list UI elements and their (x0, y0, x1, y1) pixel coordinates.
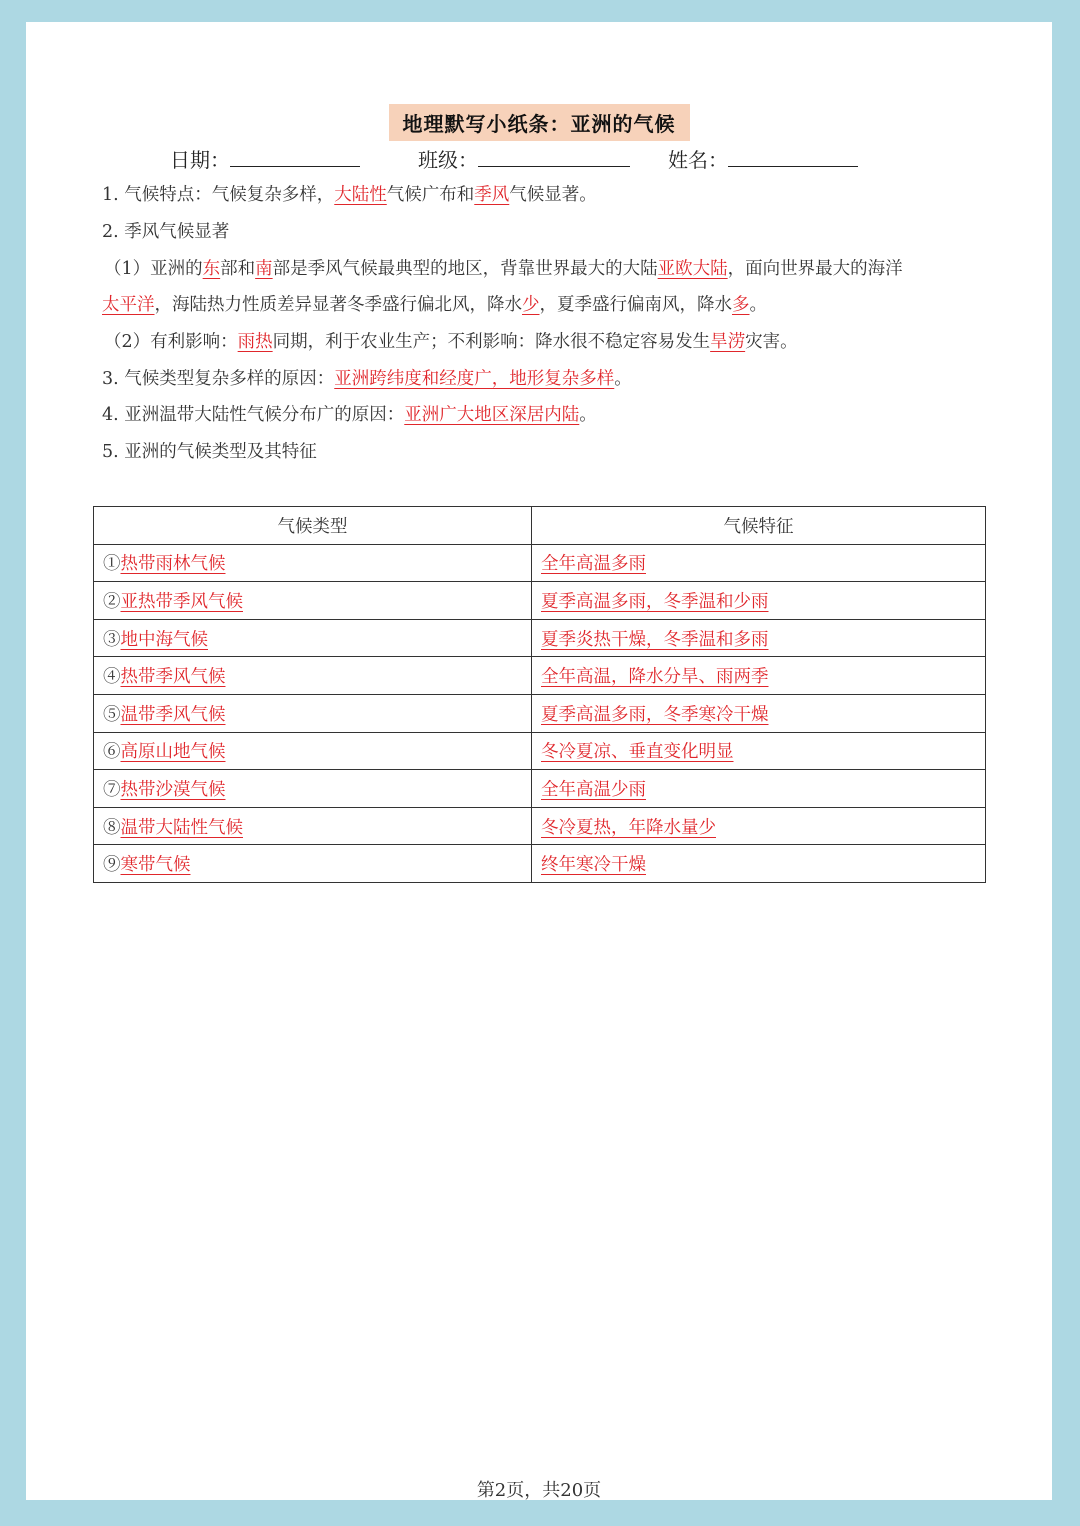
row-number: ⑦ (103, 779, 121, 800)
climate-type-answer: 热带雨林气候 (120, 554, 226, 575)
student-info-row (170, 144, 930, 174)
table-row (94, 544, 986, 582)
item-4-text-end: 。 (579, 405, 597, 425)
page-number: 第2页，共20页 (476, 1480, 602, 1501)
page-title: 地理默写小纸条：亚洲的气候 (389, 104, 690, 141)
date-field[interactable] (170, 144, 360, 173)
table-row (94, 694, 986, 732)
item-1-text: 1. 气候特点：气候复杂多样， (102, 185, 335, 205)
climate-feature-cell (532, 582, 986, 620)
climate-feature-cell (532, 807, 986, 845)
climate-feature-answer: 夏季高温多雨，冬季寒冷干燥 (541, 704, 769, 725)
item-2-2-text: 同期，利于农业生产；不利影响：降水很不稳定容易发生 (272, 332, 711, 352)
answer-south: 南 (255, 259, 273, 279)
header-climate-feature: 气候特征 (532, 507, 986, 545)
climate-type-cell (94, 770, 532, 808)
climate-type-answer: 亚热带季风气候 (120, 591, 243, 612)
item-2-1-text: ，夏季盛行偏南风，降水 (539, 295, 732, 315)
table-row (94, 807, 986, 845)
climate-type-cell (94, 732, 532, 770)
class-label: 班级： (418, 148, 478, 172)
climate-feature-answer: 全年高温多雨 (541, 554, 646, 575)
climate-feature-answer: 全年高温，降水分旱、雨两季 (541, 667, 769, 688)
climate-feature-cell (532, 694, 986, 732)
climate-type-cell (94, 845, 532, 883)
climate-feature-cell (532, 732, 986, 770)
item-3 (102, 367, 632, 391)
item-2-2-text: 灾害。 (745, 332, 798, 352)
climate-feature-cell (532, 657, 986, 695)
climate-table (93, 506, 986, 883)
table-row (94, 732, 986, 770)
climate-feature-answer: 夏季高温多雨，冬季温和少雨 (541, 591, 769, 612)
row-number: ④ (103, 667, 121, 688)
row-number: ⑧ (103, 817, 121, 838)
climate-feature-cell (532, 544, 986, 582)
climate-type-answer: 地中海气候 (120, 629, 208, 650)
row-number: ⑨ (103, 855, 121, 876)
climate-feature-answer: 冬冷夏凉、垂直变化明显 (541, 742, 734, 763)
title-wrap (26, 104, 1052, 141)
climate-feature-cell (532, 619, 986, 657)
item-5 (102, 440, 317, 464)
climate-feature-cell (532, 845, 986, 883)
climate-type-answer: 高原山地气候 (120, 742, 226, 763)
item-3-text-end: 。 (614, 369, 632, 389)
row-number: ① (103, 554, 121, 575)
table-row (94, 582, 986, 620)
climate-feature-answer: 夏季炎热干燥，冬季温和多雨 (541, 629, 769, 650)
row-number: ⑥ (103, 742, 121, 763)
climate-type-answer: 寒带气候 (120, 855, 191, 876)
item-1 (102, 183, 597, 207)
table-row (94, 770, 986, 808)
climate-type-answer: 温带季风气候 (120, 704, 226, 725)
climate-type-cell (94, 694, 532, 732)
answer-monsoon: 季风 (474, 185, 510, 205)
item-2-1-line-1 (104, 257, 903, 281)
item-2-1-text: 。 (749, 295, 767, 315)
answer-rain-heat: 雨热 (237, 332, 273, 352)
item-4-text: 4. 亚洲温带大陆性气候分布广的原因： (102, 405, 405, 425)
item-2-1-text: （1）亚洲的 (104, 259, 203, 279)
table-body (94, 544, 986, 882)
item-2-1-line-2 (102, 293, 767, 317)
answer-east: 东 (202, 259, 221, 279)
item-2 (102, 220, 229, 244)
climate-feature-answer: 终年寒冷干燥 (541, 855, 646, 876)
item-2-1-text: ，面向世界最大的海洋 (727, 259, 903, 279)
item-1-text-mid: 气候广布和 (386, 185, 475, 205)
climate-type-cell (94, 657, 532, 695)
item-4 (102, 403, 597, 427)
name-field[interactable] (668, 144, 858, 173)
table-row (94, 657, 986, 695)
climate-type-cell (94, 544, 532, 582)
name-blank[interactable] (728, 146, 858, 167)
answer-eurasia: 亚欧大陆 (657, 259, 728, 279)
climate-feature-cell (532, 770, 986, 808)
item-2-text: 2. 季风气候显著 (102, 222, 230, 242)
climate-type-cell (94, 582, 532, 620)
date-blank[interactable] (230, 146, 360, 167)
item-2-2-text: （2）有利影响： (104, 332, 238, 352)
row-number: ③ (103, 629, 121, 650)
item-5-text: 5. 亚洲的气候类型及其特征 (102, 442, 317, 462)
class-blank[interactable] (478, 146, 630, 167)
answer-less: 少 (522, 295, 540, 315)
row-number: ② (103, 591, 121, 612)
table-header-row (94, 507, 986, 545)
item-3-text: 3. 气候类型复杂多样的原因： (102, 369, 335, 389)
item-2-1-text: 部是季风气候最典型的地区，背靠世界最大的大陆 (272, 259, 658, 279)
climate-type-cell (94, 807, 532, 845)
climate-feature-answer: 冬冷夏热，年降水量少 (541, 817, 716, 838)
climate-type-cell (94, 619, 532, 657)
table-row (94, 619, 986, 657)
item-1-text-end: 气候显著。 (509, 185, 597, 205)
item-2-2 (104, 330, 798, 354)
name-label: 姓名： (668, 148, 728, 172)
climate-type-answer: 热带沙漠气候 (120, 779, 226, 800)
header-climate-type: 气候类型 (94, 507, 532, 545)
answer-drought-flood: 旱涝 (710, 332, 746, 352)
answer-more: 多 (732, 295, 750, 315)
item-2-1-text: ，海陆热力性质差异显著冬季盛行偏北风，降水 (154, 295, 522, 315)
worksheet-page (26, 22, 1052, 1500)
item-2-1-text: 部和 (220, 259, 256, 279)
climate-type-answer: 热带季风气候 (120, 667, 226, 688)
date-label: 日期： (170, 148, 230, 172)
answer-inland: 亚洲广大地区深居内陆 (404, 405, 580, 425)
climate-feature-answer: 全年高温少雨 (541, 779, 646, 800)
row-number: ⑤ (103, 704, 121, 725)
class-field[interactable] (418, 144, 630, 173)
answer-pacific: 太平洋 (102, 295, 155, 315)
answer-latitude-longitude: 亚洲跨纬度和经度广，地形复杂多样 (334, 369, 615, 389)
climate-type-answer: 温带大陆性气候 (120, 817, 243, 838)
answer-continental: 大陆性 (334, 185, 387, 205)
table-row (94, 845, 986, 883)
